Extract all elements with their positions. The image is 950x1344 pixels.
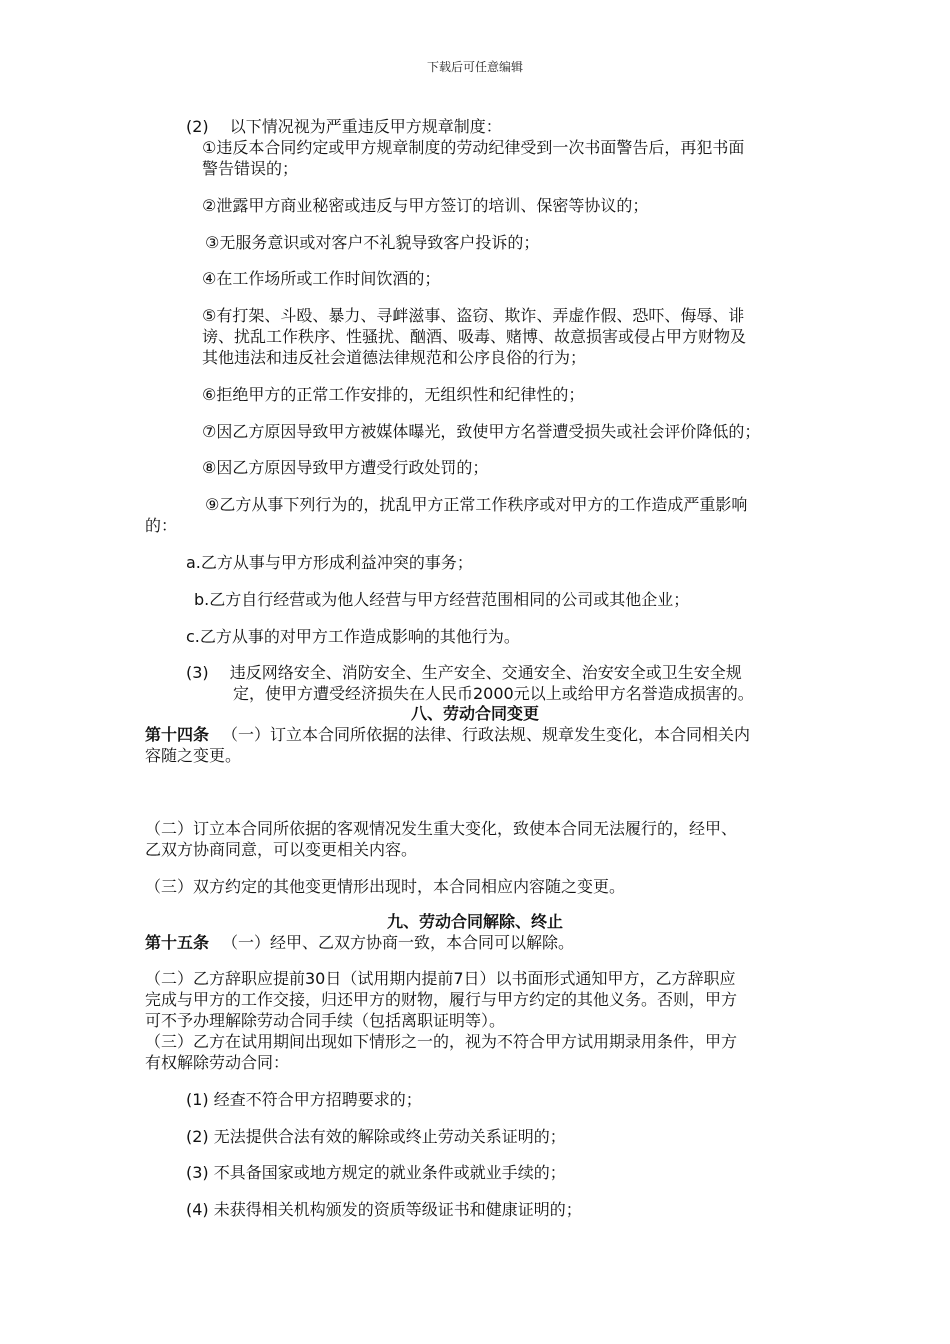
violation-7: ⑦因乙方原因导致甲方被媒体曝光，致使甲方名誉遭受损失或社会评价降低的； [202,422,761,441]
probation-item-3: (3) 不具备国家或地方规定的就业条件或就业手续的； [186,1163,566,1182]
article-15-label: 第十五条 [145,933,210,952]
violation-3: ③无服务意识或对客户不礼貌导致客户投诉的； [205,233,540,252]
sub-item-b: b.乙方自行经营或为他人经营与甲方经营范围相同的公司或其他企业； [194,590,690,609]
article-15-para-2-cont: 完成与甲方的工作交接，归还甲方的财物，履行与甲方约定的其他义务。否则，甲方 [145,990,738,1009]
violation-5-cont2: 其他违法和违反社会道德法律规范和公序良俗的行为； [202,348,587,367]
violation-6: ⑥拒绝甲方的正常工作安排的，无组织性和纪律性的； [202,385,585,404]
probation-item-2: (2) 无法提供合法有效的解除或终止劳动关系证明的； [186,1127,566,1146]
violation-1: ①违反本合同约定或甲方规章制度的劳动纪律受到一次书面警告后，再犯书面 [202,138,745,157]
article-14-para-3: （三）双方约定的其他变更情形出现时，本合同相应内容随之变更。 [145,877,626,896]
section-heading-9: 九、劳动合同解除、终止 [386,912,563,931]
violation-9-cont: 的： [145,516,178,535]
article-15-para-3: （三）乙方在试用期间出现如下情形之一的，视为不符合甲方试用期录用条件，甲方 [145,1032,738,1051]
section-heading-8: 八、劳动合同变更 [410,704,539,723]
violation-2: ②泄露甲方商业秘密或违反与甲方签订的培训、保密等协议的； [202,196,649,215]
article-14-para-2: （二）订立本合同所依据的客观情况发生重大变化，致使本合同无法履行的，经甲、 [145,819,738,838]
article-14-para-1-cont: 容随之变更。 [145,746,242,765]
article-15-para-2-cont2: 可不予办理解除劳动合同手续（包括离职证明等）。 [145,1011,506,1030]
clause-item-3: (3) 违反网络安全、消防安全、生产安全、交通安全、治安安全或卫生安全规 [186,663,742,682]
article-14-para-1: （一）订立本合同所依据的法律、行政法规、规章发生变化，本合同相关内 [222,725,751,744]
article-15-para-2: （二）乙方辞职应提前30日（试用期内提前7日）以书面形式通知甲方，乙方辞职应 [145,969,736,988]
violation-9: ⑨乙方从事下列行为的，扰乱甲方正常工作秩序或对甲方的工作造成严重影响 [205,495,748,514]
sub-item-c: c.乙方从事的对甲方工作造成影响的其他行为。 [186,627,520,646]
probation-item-4: (4) 未获得相关机构颁发的资质等级证书和健康证明的； [186,1200,582,1219]
article-14-para-2-cont: 乙双方协商同意，可以变更相关内容。 [145,840,418,859]
violation-5-cont: 谤、扰乱工作秩序、性骚扰、酗酒、吸毒、赌博、故意损害或侵占甲方财物及 [202,327,747,346]
article-15-para-3-cont: 有权解除劳动合同： [145,1053,290,1072]
violation-8: ⑧因乙方原因导致甲方遭受行政处罚的； [202,458,489,477]
article-14-label: 第十四条 [145,725,210,744]
violation-4: ④在工作场所或工作时间饮酒的； [202,269,441,288]
page-header: 下载后可任意编辑 [426,60,523,74]
clause-item-3-cont: 定，使甲方遭受经济损失在人民币2000元以上或给甲方名誉造成损害的。 [233,684,754,703]
probation-item-1: (1) 经查不符合甲方招聘要求的； [186,1090,422,1109]
violation-5: ⑤有打架、斗殴、暴力、寻衅滋事、盗窃、欺诈、弄虚作假、恐吓、侮辱、诽 [202,306,745,325]
clause-item-2: (2) 以下情况视为严重违反甲方规章制度： [186,117,502,136]
article-15-para-1: （一）经甲、乙双方协商一致，本合同可以解除。 [222,933,575,952]
violation-1-cont: 警告错误的； [202,159,299,178]
sub-item-a: a.乙方从事与甲方形成利益冲突的事务； [186,553,473,572]
